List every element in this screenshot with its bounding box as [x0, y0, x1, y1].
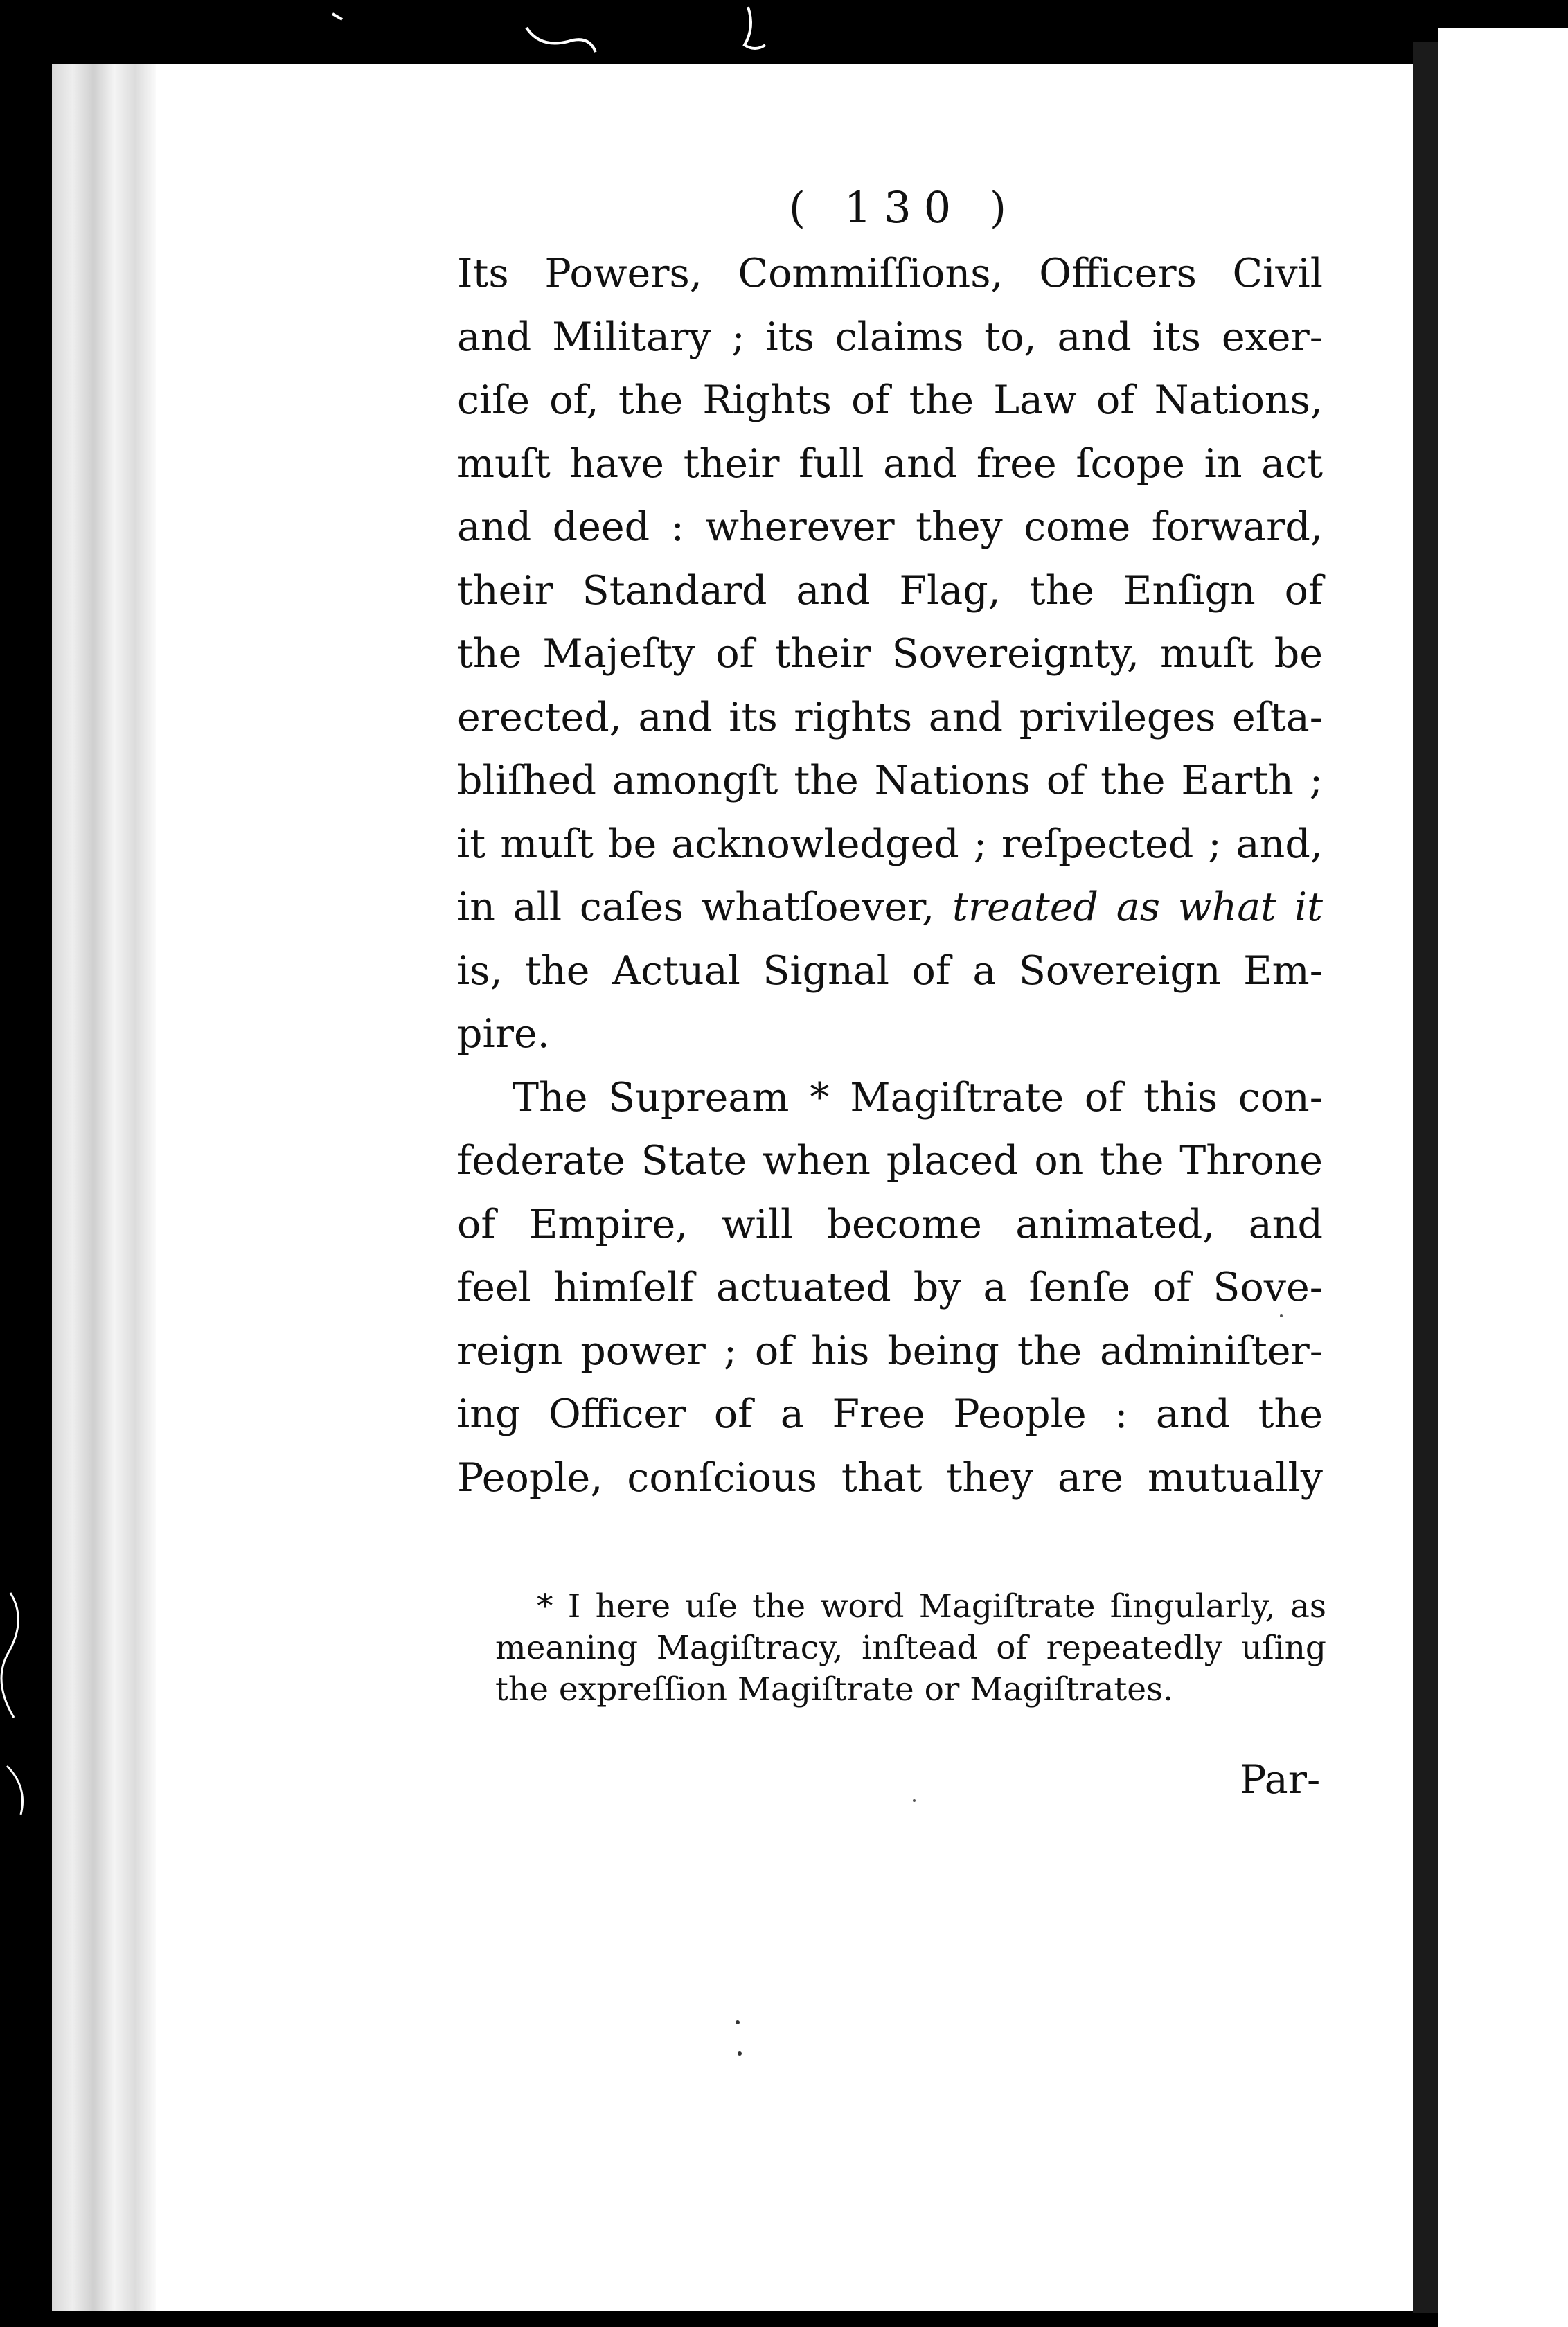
text-line: ing Officer of a Free People : and the [457, 1391, 1323, 1437]
italic-phrase: treated as what it [952, 884, 1324, 930]
text-line: reign power ; of his being the adminiſter- [457, 1328, 1323, 1374]
text-line: the Majeſty of their Sovereignty, muſt be [457, 631, 1323, 677]
text-line-with-italic [457, 876, 1323, 940]
book-gutter [1413, 42, 1438, 2313]
text-line: and deed : wherever they come forward, [457, 504, 1323, 550]
page-stack-edge [52, 64, 156, 2311]
text-line: feel himſelf actuated by a ſenſe of Sove- [457, 1265, 1323, 1310]
paragraph-2 [457, 1067, 1323, 1510]
text-line: The Supream * Magiſtrate of this con- [513, 1074, 1323, 1121]
footnote-line: * I here uſe the word Magiſtrate ſingularly, as [537, 1587, 1326, 1625]
text-line: is, the Actual Signal of a Sovereign Em- [457, 947, 1323, 994]
text-line: People, conſcious that they are mutually [457, 1454, 1323, 1501]
text-line: erected, and its rights and privileges eſta- [457, 694, 1323, 740]
catchword: Par- [1240, 1757, 1321, 1803]
page-number-header: ( 130 ) [788, 182, 1019, 233]
text-segment: in all caſes whatſoever, [457, 884, 935, 930]
text-line: and Military ; its claims to, and its exer- [457, 314, 1323, 360]
text-line: muſt have their full and free ſcope in act [457, 440, 1323, 487]
footnote [495, 1586, 1326, 1711]
text-line: ciſe of, the Rights of the Law of Nations, [457, 377, 1323, 423]
text-line: their Standard and Flag, the Enſign of [457, 567, 1323, 614]
text-line: of Empire, will become animated, and [457, 1201, 1323, 1247]
paragraph-1 [457, 242, 1323, 1067]
text-line: federate State when placed on the Throne [457, 1138, 1323, 1184]
text-line: bliſhed amongſt the Nations of the Earth ; [457, 758, 1323, 803]
text-line: it muſt be acknowledged ; reſpected ; and, [457, 821, 1323, 867]
footnote-line: the expreſſion Magiſtrate or Magiſtrates. [495, 1670, 1174, 1709]
main-text-block [457, 173, 1323, 1510]
next-page-edge [1438, 28, 1568, 2327]
text-line: Its Powers, Commiſſions, Officers Civil [457, 251, 1323, 296]
footnote-line: meaning Magiſtracy, inſtead of repeatedly uſing [495, 1629, 1326, 1667]
text-line: pire. [457, 1011, 550, 1057]
